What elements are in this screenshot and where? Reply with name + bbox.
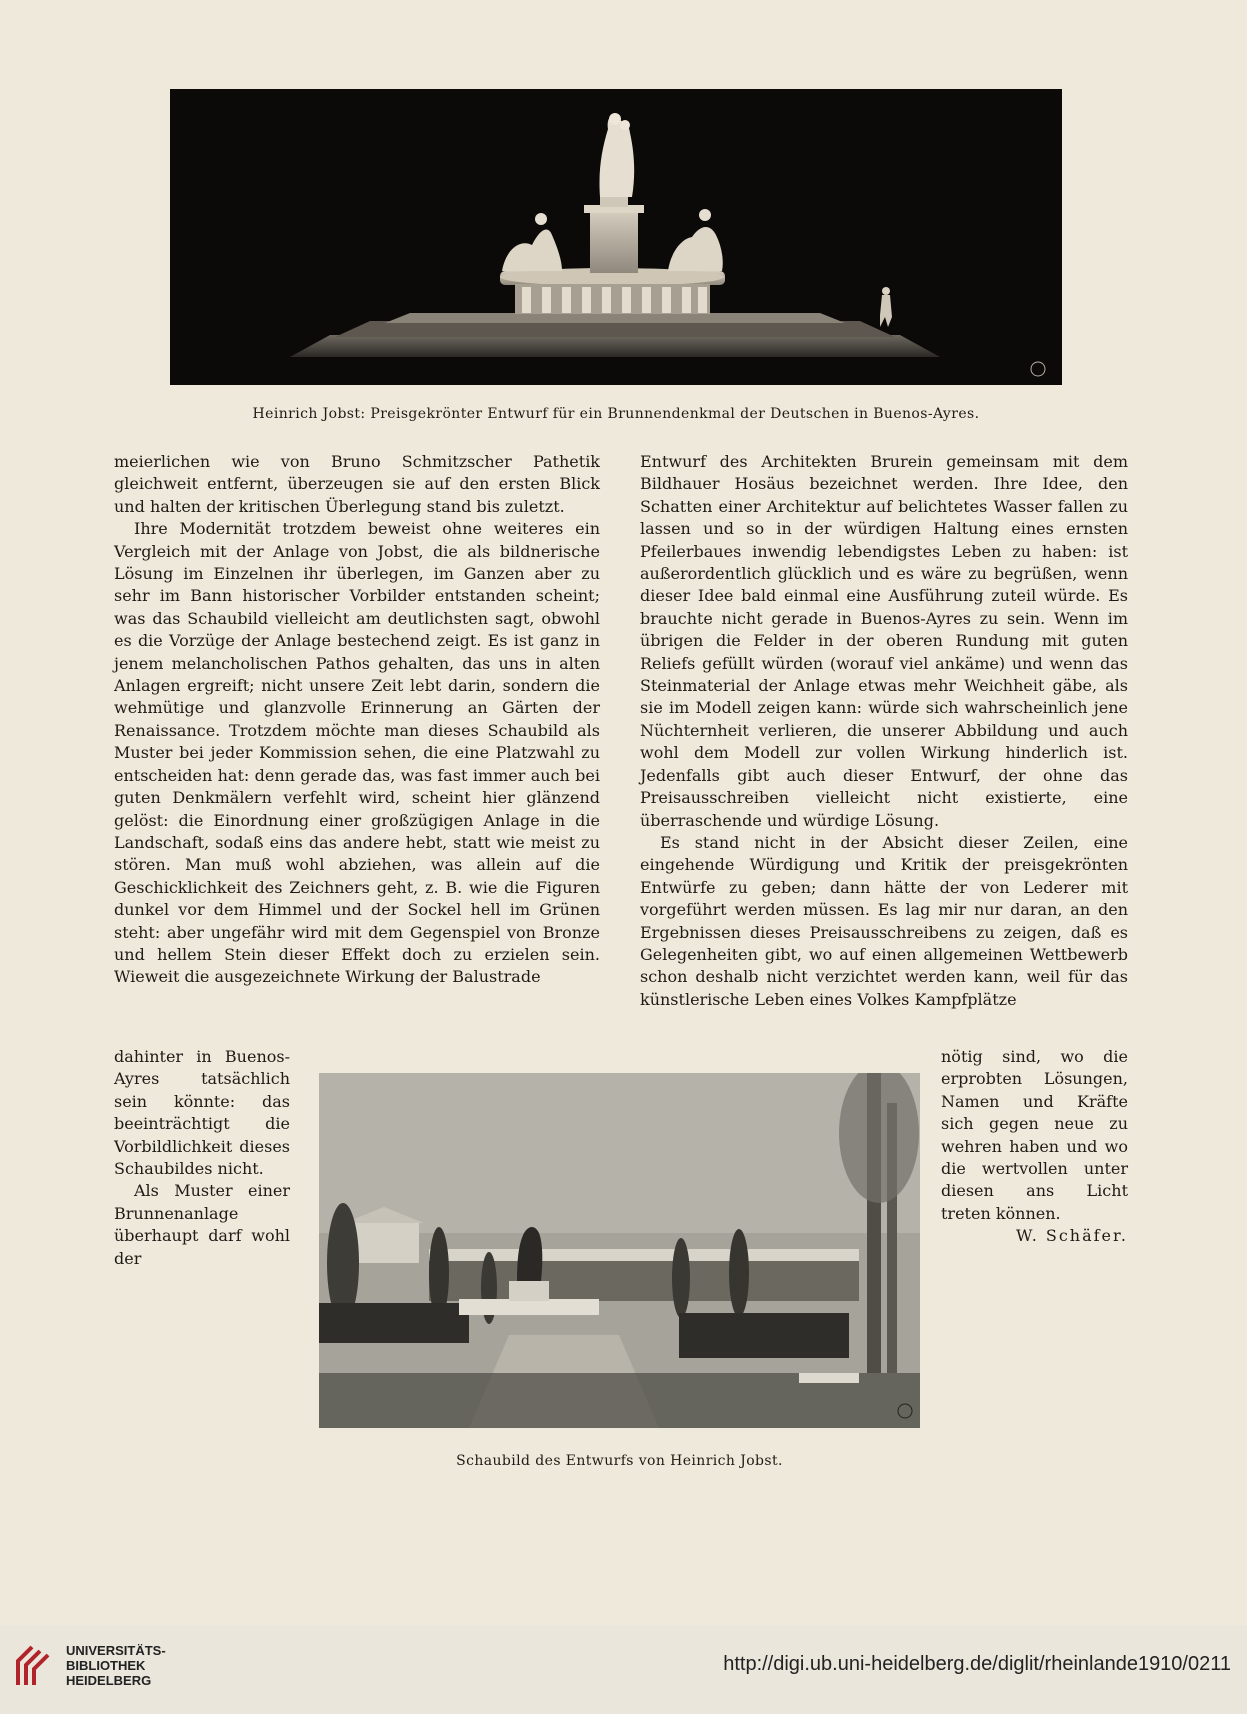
paragraph: Entwurf des Architekten Brurein gemeinsam mit dem Bildhauer Hosäus bezeichnet werden. Ihre Idee, den Schatten einer Architektur auf belichtetes Wasser fallen zu lassen und so in der würdigen Haltung eines ernsten Pfeilerbaues inwendig lebendigstes Leben zu haben: ist außerordentlich glücklich und es wäre zu begrüßen, wenn dieser Idee bald einmal eine Ausführung zuteil würde. Es brauchte nicht gerade in Buenos-Ayres zu sein. Wenn im übrigen die Felder in der oberen Rundung mit guten Reliefs gefüllt würden (worauf viel ankäme) und wenn das Steinmaterial der Anlage etwas mehr Weichheit gäbe, als sie im Modell zeigen kann: würde sich wahrscheinlich jene Nüchternheit verlieren, die unserer Abbildung und auch wohl dem Modell zur vollen Wirkung hinderlich ist. Jedenfalls gibt auch dieser Entwurf, der ohne das Preisausschreiben vielleicht nicht existierte, eine überraschende und würdige Lösung. [640,452,1128,830]
left-column [114,451,600,989]
fountain-model-photo [170,89,1062,385]
paragraph: Als Muster einer Brunnenanlage überhaupt darf wohl der [114,1181,290,1268]
paragraph: Es stand nicht in der Absicht dieser Zeilen, eine eingehende Würdigung und Kritik der preisgekrönten Entwürfe zu geben; dann hätte der von Lederer mit vorgeführt werden müssen. Es lag mir nur daran, an den Ergebnissen dieses Preisausschreibens zu zeigen, daß es Gelegenheiten gibt, wo auf einen allgemeinen Wettbewerb schon deshalb nicht verzichtet werden kann, weil für das künstlerische Leben eines Volkes Kampfplätze [640,832,1128,1009]
library-name-line: HEIDELBERG [66,1673,152,1688]
garden-rendering-image [319,1073,920,1428]
library-logo-icon [12,1641,58,1689]
right-column [640,451,1128,1011]
right-narrow-column [941,1046,1128,1248]
author-signature: W. Schäfer. [1016,1226,1128,1246]
library-name [66,1643,166,1688]
paragraph: nötig sind, wo die erprobten Lösungen, Namen und Kräfte sich gegen neue zu wehren haben und wo die wertvollen unter diesen ans Licht treten können. [941,1047,1128,1223]
source-url[interactable]: http://digi.ub.uni-heidelberg.de/diglit/rheinlande1910/0211 [723,1653,1231,1675]
footer [0,1625,1247,1714]
left-narrow-column [114,1046,290,1270]
paragraph: meierlichen wie von Bruno Schmitzscher Pathetik gleichweit entfernt, überzeugen sie auf den ersten Blick und halten der kritischen Überlegung stand bis zuletzt. [114,452,600,516]
fountain-model-illustration [170,89,1062,385]
library-name-line: UNIVERSITÄTS- [66,1643,166,1658]
paragraph: Ihre Modernität trotzdem beweist ohne weiteres ein Vergleich mit der Anlage von Jobst, die als bildnerische Lösung im Einzelnen ihr überlegen, im Ganzen aber zu sehr im Bann historischer Vorbilder entstanden scheint; was das Schaubild vielleicht am deutlichsten sagt, obwohl es die Vorzüge der Anlage bestechend zeigt. Es ist ganz in jenem melancholischen Pathos gehalten, das uns in alten Anlagen ergreift; nicht unsere Zeit lebt darin, sondern die wehmütige und glanzvolle Erinnerung an Gärten der Renaissance. Trotzdem möchte man dieses Schaubild als Muster bei jeder Kommission sehen, die eine Platzwahl zu entscheiden hat: denn gerade das, was fast immer auch bei guten Denkmälern verfehlt wird, scheint hier glänzend gelöst: die Einordnung einer großzügigen Anlage in die Landschaft, sodaß eins das andere hebt, statt wie meist zu stören. Man muß wohl abziehen, was allein auf die Geschicklichkeit des Zeichners geht, z. B. wie die Figuren dunkel vor dem Himmel und der Sockel hell im Grünen steht: aber ungefähr wird mit dem Gegenspiel von Bronze und hellem Stein dieser Effekt doch zu erzielen sein. Wieweit die ausgezeichnete Wirkung der Balustrade [114,519,600,987]
paragraph: dahinter in Buenos-Ayres tatsächlich sein könnte: das beeinträchtigt die Vorbildlichkeit dieses Schaubildes nicht. [114,1047,290,1179]
garden-scene-illustration [319,1073,920,1428]
library-name-line: BIBLIOTHEK [66,1658,146,1673]
figure2-caption: Schaubild des Entwurfs von Heinrich Jobst. [456,1453,783,1469]
figure1-caption: Heinrich Jobst: Preisgekrönter Entwurf für ein Brunnendenkmal der Deutschen in Buenos-Ayres. [252,406,980,422]
